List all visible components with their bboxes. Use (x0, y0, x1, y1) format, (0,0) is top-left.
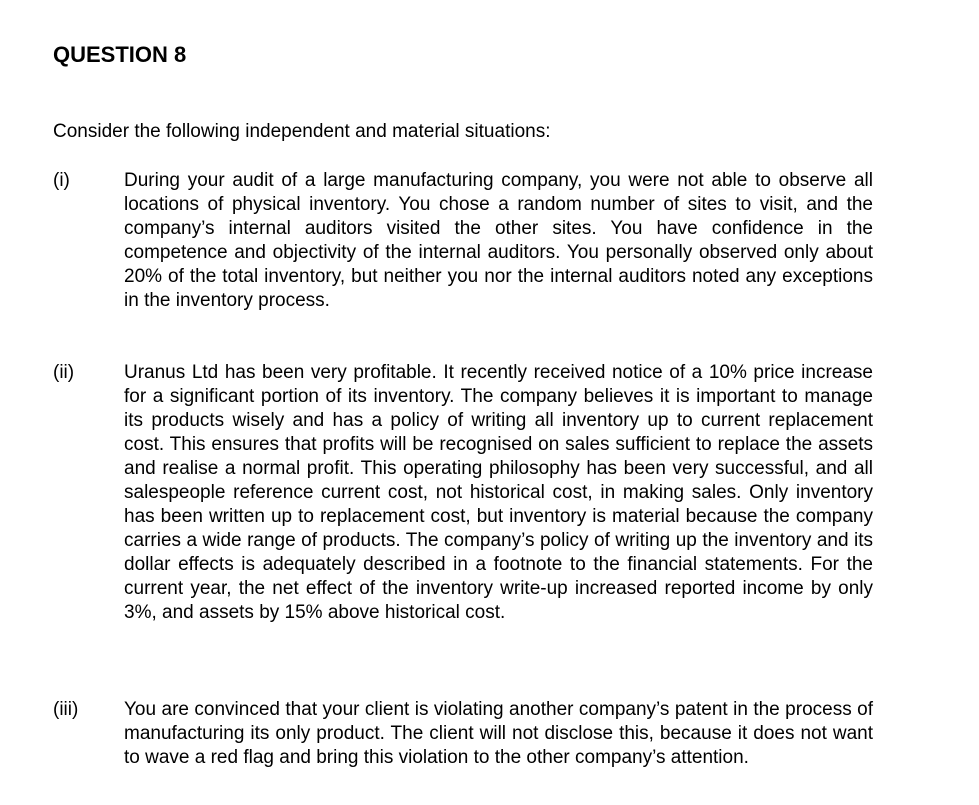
situation-label: (iii) (53, 699, 79, 720)
question-title: QUESTION 8 (53, 42, 187, 67)
situation-label: (i) (53, 170, 70, 191)
situation-text: During your audit of a large manufacturing company, you were not able to observe all locations of physical inventory. You chose a random number of sites to visit, and the company’s internal auditors visited the other sites. You have confidence in the competence and objectivity of the internal auditors. You personally observed only about 20% of the total inventory, but neither you nor the internal auditors noted any exceptions in the inventory process. (124, 170, 873, 311)
situation-label: (ii) (53, 362, 75, 383)
situation-text: You are convinced that your client is violating another company’s patent in the process of manufacturing its only product. The client will not disclose this, because it does not want to wave a red flag and bring this violation to the other company’s attention. (124, 699, 873, 768)
question-intro: Consider the following independent and material situations: (53, 121, 551, 142)
situation-text: Uranus Ltd has been very profitable. It recently received notice of a 10% price increase for a significant portion of its inventory. The company believes it is important to manage its products wisely and has a policy of writing all inventory up to current replacement cost. This ensures that profits will be recognised on sales sufficient to replace the assets and realise a normal profit. This operating philosophy has been very successful, and all salespeople reference current cost, not historical cost, in making sales. Only inventory has been written up to replacement cost, but inventory is material because the company carries a wide range of products. The company’s policy of writing up the inventory and its dollar effects is adequately described in a footnote to the financial statements. For the current year, the net effect of the inventory write-up increased reported income by only 3%, and assets by 15% above historical cost. (124, 362, 873, 623)
